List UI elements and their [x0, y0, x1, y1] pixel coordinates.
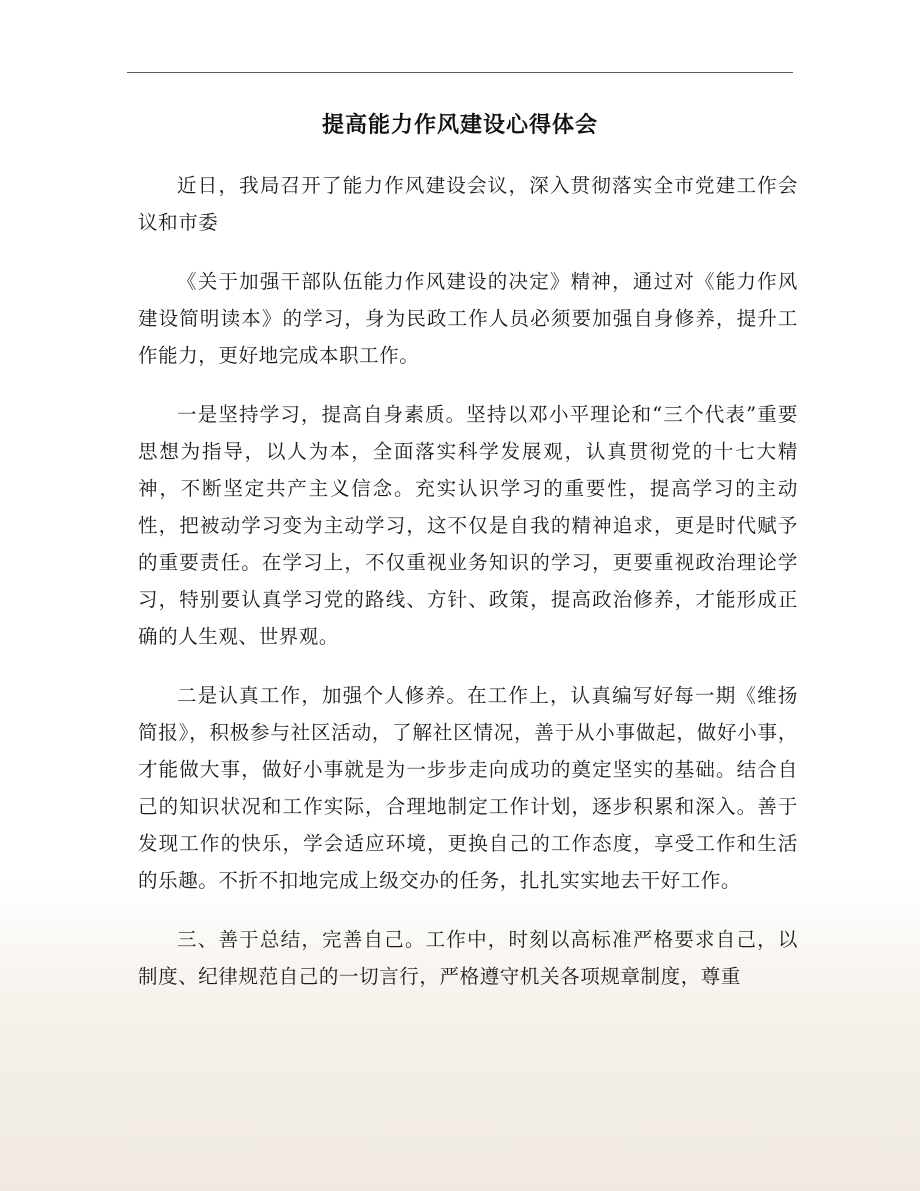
paragraph-intro: 近日，我局召开了能力作风建设会议，深入贯彻落实全市党建工作会议和市委 [138, 174, 798, 234]
paragraph-study-reference: 《关于加强干部队伍能力作风建设的决定》精神，通过对《能力作风建设简明读本》的学习，身为民政工作人员必须要加强自身修养，提升工作能力，更好地完成本职工作。 [138, 270, 798, 367]
document-title: 提高能力作风建设心得体会 [321, 112, 598, 138]
paragraph-point-two: 二是认真工作，加强个人修养。在工作上，认真编写好每一期《维扬简报》，积极参与社区活动，了解社区情况，善于从小事做起，做好小事，才能做大事，做好小事就是为一步步走向成功的奠定坚实的基础。结合自己的知识状况和工作实际，合理地制定工作计划，逐步积累和深入。善于发现工作的快乐，学会适应环境，更换自己的工作态度，享受工作和生活的乐趣。不折不扣地完成上级交办的任务，扎扎实实地去干好工作。 [138, 684, 798, 892]
header-rule [127, 72, 793, 73]
paragraph-point-three: 三、善于总结，完善自己。工作中，时刻以高标准严格要求自己，以制度、纪律规范自己的一切言行，严格遵守机关各项规章制度，尊重 [138, 928, 798, 988]
document-body [138, 167, 798, 1017]
paragraph-point-one: 一是坚持学习，提高自身素质。坚持以邓小平理论和“三个代表”重要思想为指导，以人为本，全面落实科学发展观，认真贯彻党的十七大精神，不断坚定共产主义信念。充实认识学习的重要性，提高学习的主动性，把被动学习变为主动学习，这不仅是自我的精神追求，更是时代赋予的重要责任。在学习上，不仅重视业务知识的学习，更要重视政治理论学习，特别要认真学习党的路线、方针、政策，提高政治修养，才能形成正确的人生观、世界观。 [138, 403, 798, 648]
